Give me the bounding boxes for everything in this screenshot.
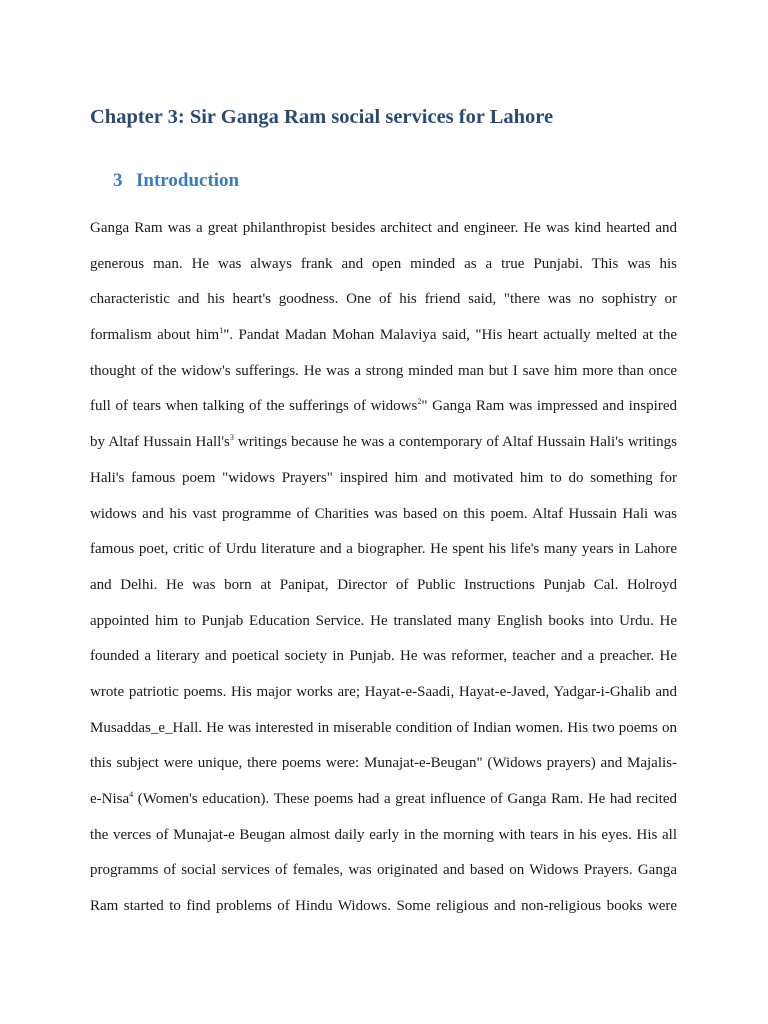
paragraph-line <box>90 461 677 497</box>
text-run: appointed him to Punjab Education Service. He translated many English books into Urdu. He <box>90 612 677 629</box>
text-run: thought of the widow's sufferings. He was a strong minded man but I save him more than once <box>90 362 677 379</box>
text-run: full of tears when talking of the sufferings of widows <box>90 398 418 415</box>
footnote-marker[interactable]: 1 <box>219 326 224 336</box>
footnote-marker[interactable]: 3 <box>229 433 234 443</box>
text-run: writings because he was a contemporary of Altaf Hussain Hali's writings <box>233 434 677 451</box>
text-run: wrote patriotic poems. His major works are; Hayat-e-Saadi, Hayat-e-Javed, Yadgar-i-Ghalib and <box>90 683 677 700</box>
section-number: 3 <box>113 170 123 191</box>
text-run: by Altaf Hussain Hall's <box>90 434 230 451</box>
text-run: founded a literary and poetical society in Punjab. He was reformer, teacher and a preacher. He <box>90 648 677 665</box>
body-paragraph <box>90 211 677 925</box>
text-run: Ganga Ram was a great philanthropist besides architect and engineer. He was kind hearted and <box>90 220 677 236</box>
text-run: " Ganga Ram was impressed and inspired <box>421 398 677 415</box>
text-run: Musaddas_e_Hall. He was interested in miserable condition of Indian women. His two poems on <box>90 719 677 736</box>
text-run: (Women's education). These poems had a great influence of Ganga Ram. He had recited <box>133 791 677 807</box>
paragraph-line <box>90 497 677 533</box>
text-run: generous man. He was always frank and open minded as a true Punjabi. This was his <box>90 255 677 272</box>
text-run: e-Nisa <box>90 791 130 807</box>
paragraph-line <box>90 389 677 425</box>
section-heading <box>113 170 239 192</box>
text-run: widows and his vast programme of Charities was based on this poem. Altaf Hussain Hali was <box>90 505 677 522</box>
paragraph-line <box>90 354 677 390</box>
text-run: famous poet, critic of Urdu literature and a biographer. He spent his life's many years in Lahore <box>90 541 677 558</box>
section-title: Introduction <box>136 170 240 191</box>
text-run: and Delhi. He was born at Panipat, Director of Public Instructions Punjab Cal. Holroyd <box>90 576 677 593</box>
text-run: characteristic and his heart's goodness. One of his friend said, "there was no sophistry or <box>90 291 677 308</box>
paragraph-line <box>90 746 677 782</box>
text-run: programms of social services of females, was originated and based on Widows Prayers. Ganga <box>90 862 677 879</box>
paragraph-line <box>90 318 677 354</box>
footnote-marker[interactable]: 4 <box>129 790 134 799</box>
text-run: Hali's famous poem "widows Prayers" inspired him and motivated him to do something for <box>90 469 677 486</box>
paragraph-line <box>90 639 677 675</box>
paragraph-line <box>90 211 677 247</box>
paragraph-line <box>90 675 677 711</box>
footnote-marker[interactable]: 2 <box>417 397 422 407</box>
text-run: ". Pandat Madan Mohan Malaviya said, "His heart actually melted at the <box>223 327 677 344</box>
text-run: the verces of Munajat-e Beugan almost daily early in the morning with tears in his eyes. His all <box>90 826 677 843</box>
paragraph-line <box>90 282 677 318</box>
paragraph-line <box>90 604 677 640</box>
text-run: this subject were unique, there poems were: Munajat-e-Beugan" (Widows prayers) and Majalis- <box>90 755 677 772</box>
chapter-title: Chapter 3: Sir Ganga Ram social services for Lahore <box>90 106 554 128</box>
paragraph-line <box>90 889 677 925</box>
paragraph-line <box>90 782 677 818</box>
paragraph-line <box>90 818 677 854</box>
paragraph-line <box>90 425 677 461</box>
text-run: formalism about him <box>90 327 220 344</box>
paragraph-line <box>90 247 677 283</box>
text-run: Ram started to find problems of Hindu Widows. Some religious and non-religious books were <box>90 898 677 915</box>
paragraph-line <box>90 711 677 747</box>
paragraph-line <box>90 532 677 568</box>
paragraph-line <box>90 853 677 889</box>
paragraph-line <box>90 568 677 604</box>
